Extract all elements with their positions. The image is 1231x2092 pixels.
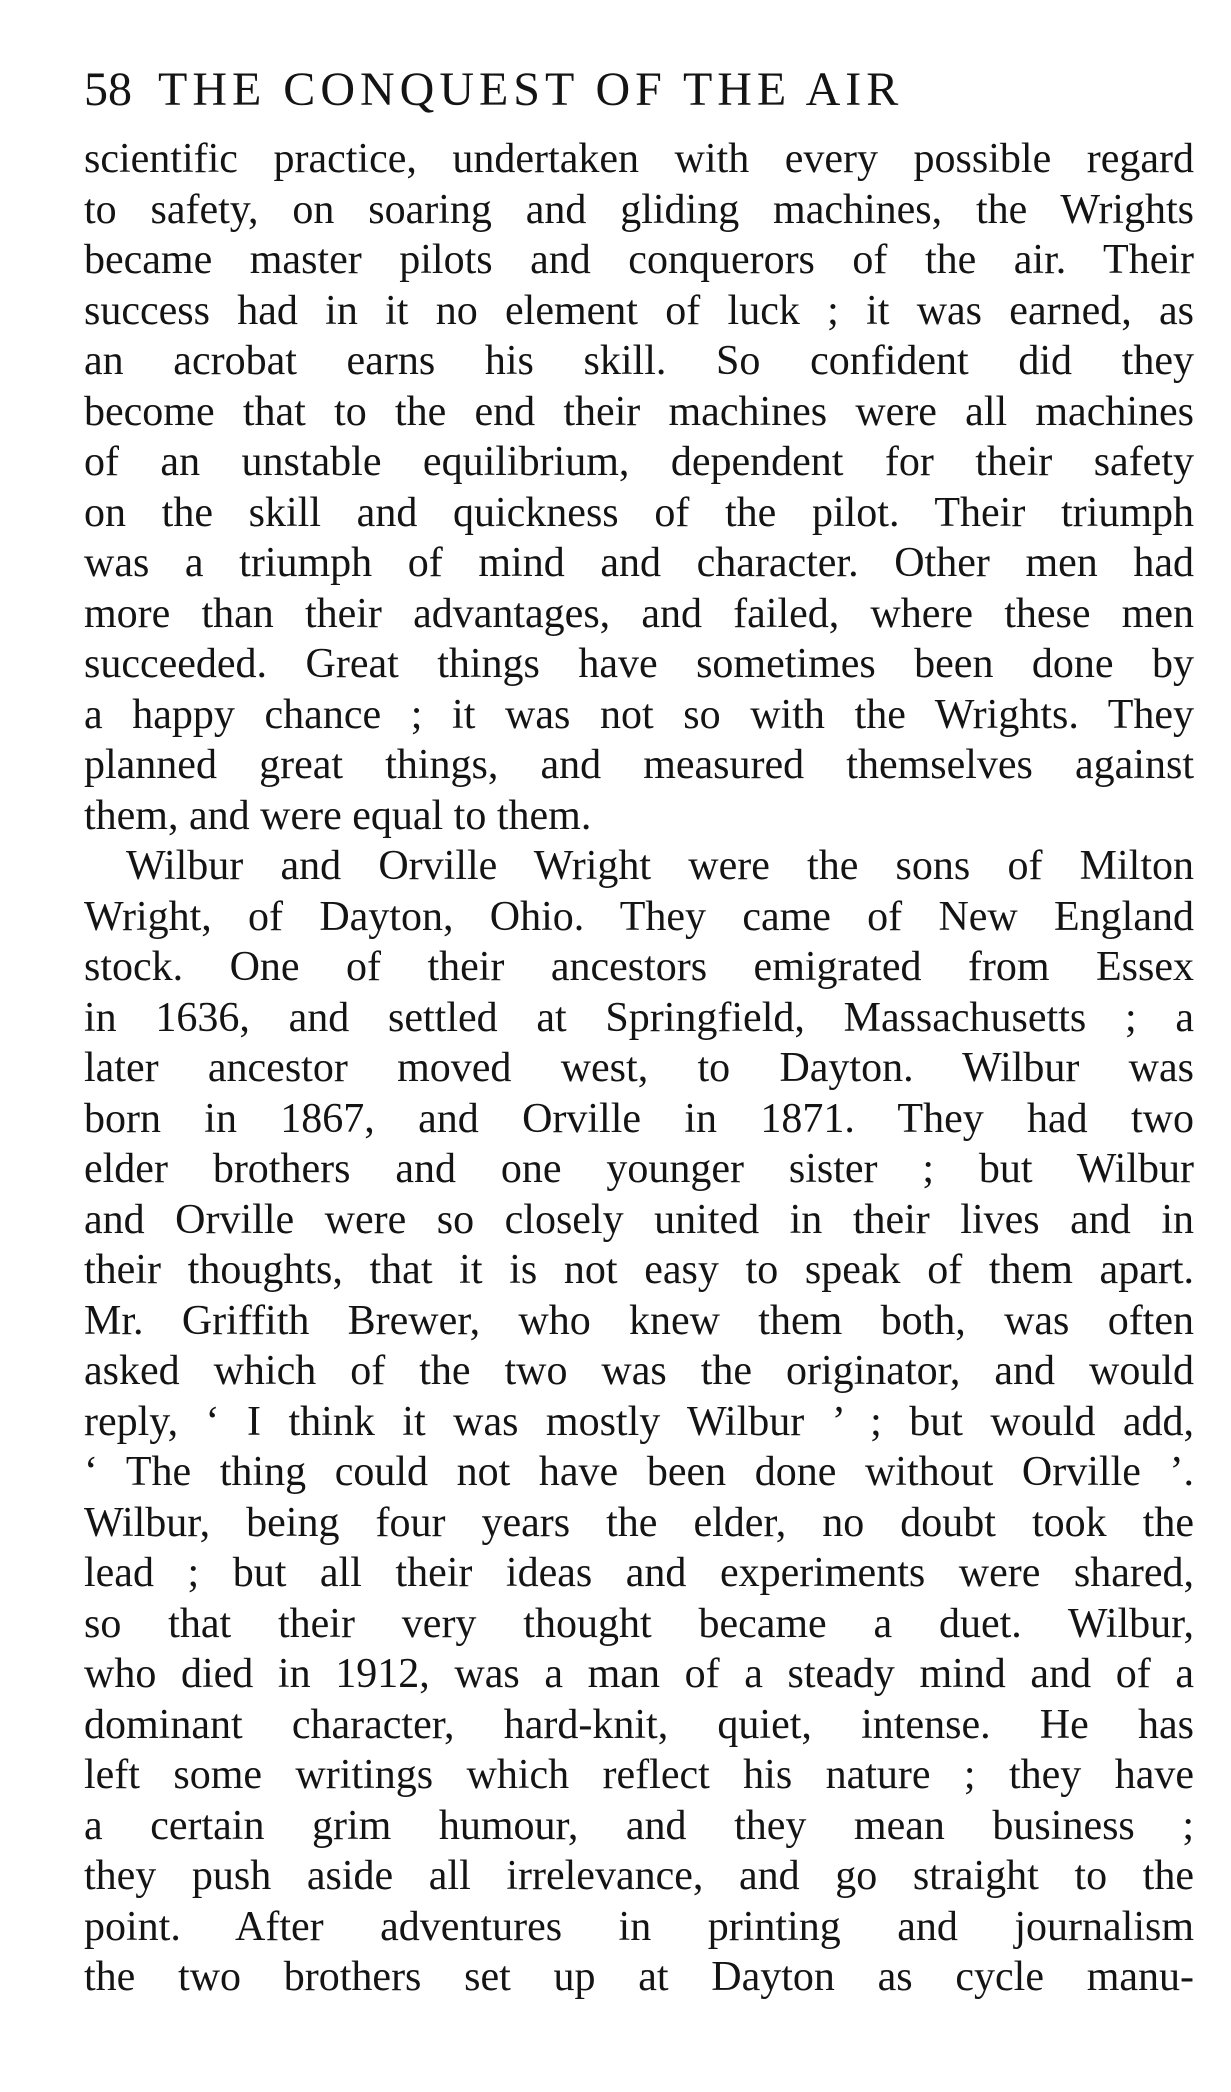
text-line: to safety, on soaring and gliding machines, the Wrights	[84, 186, 1194, 233]
text-line: in 1636, and settled at Springfield, Massachusetts ; a	[84, 994, 1194, 1041]
text-line: later ancestor moved west, to Dayton. Wilbur was	[84, 1045, 1194, 1091]
text-line: dominant character, hard-knit, quiet, intense. He has	[84, 1701, 1194, 1748]
text-line: an acrobat earns his skill. So confident did they	[84, 338, 1194, 384]
text-line: was a triumph of mind and character. Other men had	[84, 540, 1194, 586]
text-line: they push aside all irrelevance, and go straight to the	[84, 1853, 1194, 1899]
text-line: planned great things, and measured themselves against	[84, 742, 1194, 788]
text-line: stock. One of their ancestors emigrated from Essex	[84, 944, 1194, 990]
text-line: and Orville were so closely united in their lives and in	[84, 1196, 1194, 1243]
text-line: ‘ The thing could not have been done without Orville ’.	[84, 1449, 1194, 1495]
text-line: Mr. Griffith Brewer, who knew them both, was often	[84, 1297, 1194, 1344]
text-line: Wilbur, being four years the elder, no doubt took the	[84, 1499, 1194, 1546]
body-text	[84, 134, 1194, 2003]
running-head	[84, 62, 1194, 132]
running-head-title: THE CONQUEST OF THE AIR	[158, 63, 904, 116]
text-line: lead ; but all their ideas and experiments were shared,	[84, 1550, 1194, 1596]
text-line: scientific practice, undertaken with every possible regard	[84, 136, 1194, 182]
text-line: of an unstable equilibrium, dependent for their safety	[84, 439, 1194, 485]
text-line: so that their very thought became a duet. Wilbur,	[84, 1600, 1194, 1647]
text-line: the two brothers set up at Dayton as cycle manu-	[84, 1954, 1194, 2000]
text-line: on the skill and quickness of the pilot. Their triumph	[84, 489, 1194, 536]
text-line: them, and were equal to them.	[84, 792, 592, 839]
text-line: became master pilots and conquerors of the air. Their	[84, 237, 1194, 283]
text-line: Wright, of Dayton, Ohio. They came of New England	[84, 893, 1194, 940]
text-line: who died in 1912, was a man of a steady mind and of a	[84, 1651, 1194, 1697]
text-line: a certain grim humour, and they mean business ;	[84, 1802, 1194, 1849]
text-line: become that to the end their machines were all machines	[84, 388, 1194, 435]
text-line: left some writings which reflect his nature ; they have	[84, 1752, 1194, 1798]
book-page	[84, 62, 1194, 2003]
text-line: more than their advantages, and failed, where these men	[84, 590, 1194, 637]
page-number: 58	[84, 63, 132, 116]
text-line: elder brothers and one younger sister ; but Wilbur	[84, 1146, 1194, 1192]
text-line: reply, ‘ I think it was mostly Wilbur ’ ; but would add,	[84, 1398, 1194, 1445]
text-line: born in 1867, and Orville in 1871. They had two	[84, 1095, 1194, 1142]
text-line: Wilbur and Orville Wright were the sons of Milton	[126, 843, 1194, 889]
text-line: a happy chance ; it was not so with the Wrights. They	[84, 691, 1194, 738]
text-line: success had in it no element of luck ; it was earned, as	[84, 287, 1194, 334]
text-line: asked which of the two was the originator, and would	[84, 1348, 1194, 1394]
text-line: succeeded. Great things have sometimes been done by	[84, 641, 1194, 687]
text-line: their thoughts, that it is not easy to speak of them apart.	[84, 1247, 1194, 1293]
text-line: point. After adventures in printing and journalism	[84, 1903, 1194, 1950]
